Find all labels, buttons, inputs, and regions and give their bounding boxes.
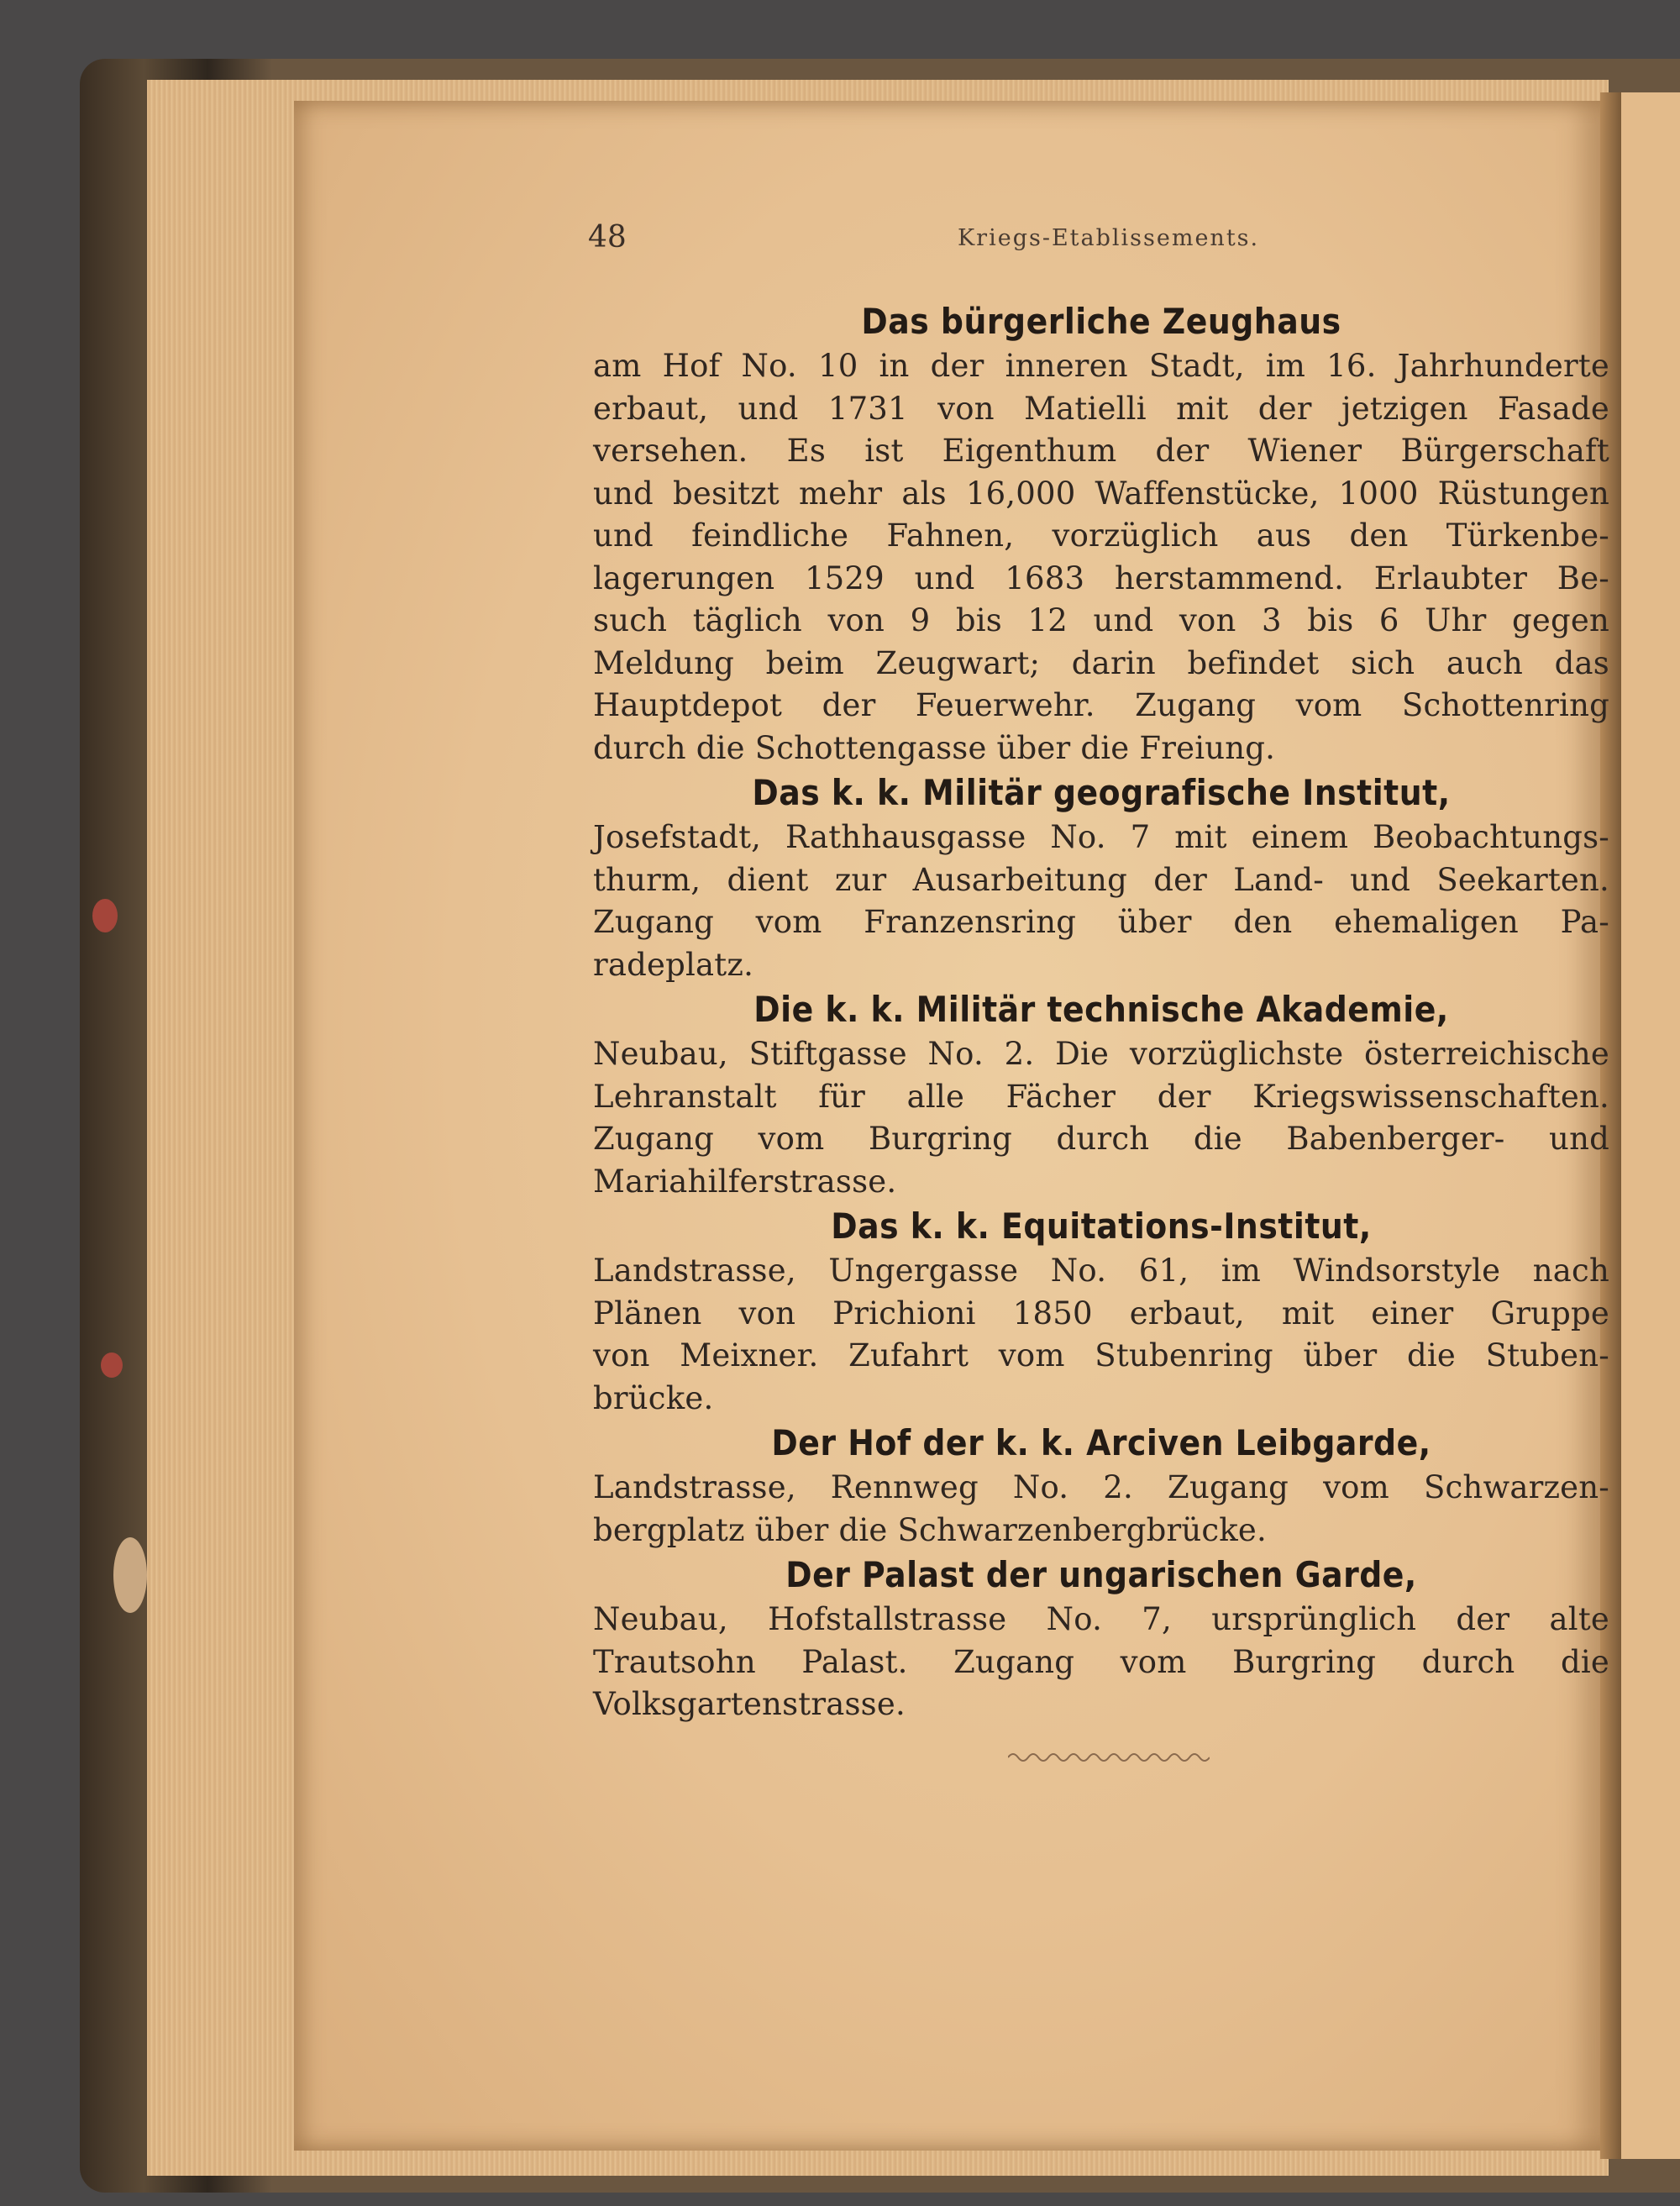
section <box>593 1420 1609 1552</box>
section <box>593 1552 1609 1726</box>
text-line: Neubau, Stiftgasse No. 2. Die vorzüglichste österreichische <box>593 1036 1609 1072</box>
section-heading: Die k. k. Militär technische Akademie, <box>753 989 1449 1030</box>
text-line: am Hof No. 10 in der inneren Stadt, im 16. Jahrhunderte <box>593 348 1609 384</box>
text-line: radeplatz. <box>593 946 754 983</box>
page-number: 48 <box>588 220 627 255</box>
text-line: Mariahilferstrasse. <box>593 1163 897 1200</box>
section-heading: Der Hof der k. k. Arciven Leibgarde, <box>771 1422 1431 1463</box>
text-line: erbaut, und 1731 von Matielli mit der jetzigen Fasade <box>593 390 1609 427</box>
text-line: Volksgartenstrasse. <box>593 1686 906 1722</box>
page-header <box>588 220 1613 262</box>
section-heading: Das bürgerliche Zeughaus <box>861 301 1341 342</box>
cover-stain <box>92 899 118 932</box>
text-line: und besitzt mehr als 16,000 Waffenstücke, 1000 Rüstungen <box>593 475 1609 512</box>
section <box>593 1203 1609 1420</box>
running-head: Kriegs-Etablissements. <box>958 225 1260 251</box>
cover-stain <box>113 1537 147 1613</box>
section <box>593 769 1609 986</box>
text-line: von Meixner. Zufahrt vom Stubenring über die Stuben- <box>593 1337 1609 1373</box>
section <box>593 298 1609 769</box>
text-line: versehen. Es ist Eigenthum der Wiener Bürgerschaft <box>593 433 1609 469</box>
text-line: such täglich von 9 bis 12 und von 3 bis 6 Uhr gegen <box>593 602 1609 638</box>
text-line: Plänen von Prichioni 1850 erbaut, mit einer Gruppe <box>593 1295 1609 1331</box>
text-line: Neubau, Hofstallstrasse No. 7, ursprünglich der alte <box>593 1601 1609 1637</box>
text-line: Hauptdepot der Feuerwehr. Zugang vom Schottenring <box>593 687 1609 723</box>
text-line: thurm, dient zur Ausarbeitung der Land- und Seekarten. <box>593 861 1609 898</box>
page-body <box>593 298 1609 1726</box>
text-line: lagerungen 1529 und 1683 herstammend. Erlaubter Be- <box>593 559 1609 596</box>
text-line: Zugang vom Burgring durch die Babenberger- und <box>593 1121 1609 1157</box>
text-line: Meldung beim Zeugwart; darin befindet sich auch das <box>593 644 1609 681</box>
text-line: Lehranstalt für alle Fächer der Kriegswissenschaften. <box>593 1078 1609 1115</box>
text-line: Josefstadt, Rathhausgasse No. 7 mit einem Beobachtungs- <box>593 819 1609 855</box>
text-line: durch die Schottengasse über die Freiung. <box>593 729 1276 766</box>
cover-stain <box>101 1352 123 1378</box>
text-line: und feindliche Fahnen, vorzüglich aus den Türkenbe- <box>593 517 1609 554</box>
section-heading: Das k. k. Equitations-Institut, <box>831 1205 1372 1247</box>
section <box>593 986 1609 1203</box>
section-heading: Das k. k. Militär geografische Institut, <box>752 772 1451 813</box>
text-line: Landstrasse, Rennweg No. 2. Zugang vom Schwarzen- <box>593 1469 1609 1505</box>
facing-page-edge <box>1621 92 1680 2159</box>
text-line: Landstrasse, Ungergasse No. 61, im Windsorstyle nach <box>593 1253 1609 1289</box>
text-line: brücke. <box>593 1379 714 1416</box>
text-line: Trautsohn Palast. Zugang vom Burgring durch die <box>593 1643 1609 1680</box>
text-line: Zugang vom Franzensring über den ehemaligen Pa- <box>593 904 1609 940</box>
text-line: bergplatz über die Schwarzenbergbrücke. <box>593 1511 1267 1548</box>
end-ornament <box>1008 1747 1210 1764</box>
section-heading: Der Palast der ungarischen Garde, <box>785 1554 1417 1595</box>
